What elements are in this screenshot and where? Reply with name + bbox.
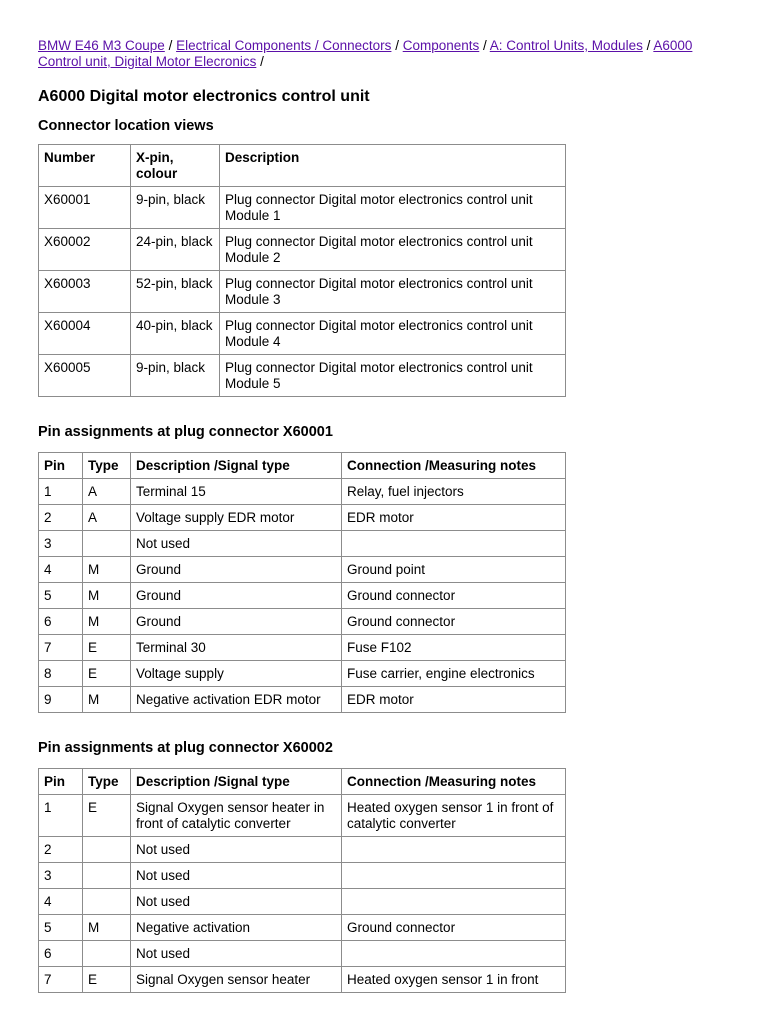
table-cell: Ground bbox=[131, 557, 342, 583]
breadcrumb-separator: / bbox=[164, 38, 177, 53]
table-row bbox=[39, 583, 566, 609]
table-cell bbox=[342, 531, 566, 557]
table-cell bbox=[83, 889, 131, 915]
pins-x60002-rows bbox=[39, 795, 566, 993]
table-cell: X60001 bbox=[39, 187, 131, 229]
table-cell bbox=[83, 863, 131, 889]
pins-x60002-clip bbox=[38, 768, 738, 993]
table-cell: 6 bbox=[39, 609, 83, 635]
location-heading: Connector location views bbox=[38, 118, 214, 134]
table-cell: A bbox=[83, 505, 131, 531]
table-cell: 7 bbox=[39, 635, 83, 661]
table-cell bbox=[342, 863, 566, 889]
column-header: Number bbox=[39, 145, 131, 187]
table-row bbox=[39, 229, 566, 271]
table-cell: 9 bbox=[39, 687, 83, 713]
table-cell: Ground connector bbox=[342, 583, 566, 609]
table-cell: Fuse F102 bbox=[342, 635, 566, 661]
table-cell: 8 bbox=[39, 661, 83, 687]
table-row bbox=[39, 187, 566, 229]
table-row bbox=[39, 531, 566, 557]
breadcrumb-link-electrical[interactable]: Electrical Components / Connectors bbox=[176, 38, 392, 53]
breadcrumb-link-components[interactable]: Components bbox=[402, 38, 480, 53]
table-cell: Voltage supply EDR motor bbox=[131, 505, 342, 531]
table-cell: Signal Oxygen sensor heater in front of catalytic converter bbox=[131, 795, 342, 837]
table-cell bbox=[342, 837, 566, 863]
pins-x60001-heading: Pin assignments at plug connector X60001 bbox=[38, 424, 333, 440]
table-cell: 3 bbox=[39, 531, 83, 557]
table-header-row bbox=[39, 145, 566, 187]
table-cell: Negative activation bbox=[131, 915, 342, 941]
column-header: Type bbox=[83, 453, 131, 479]
table-cell: 9-pin, black bbox=[131, 355, 220, 397]
table-cell: 5 bbox=[39, 583, 83, 609]
table-cell: 6 bbox=[39, 941, 83, 967]
table-cell: Heated oxygen sensor 1 in front bbox=[342, 967, 566, 993]
table-cell: A bbox=[83, 479, 131, 505]
breadcrumb-separator: / bbox=[256, 54, 264, 69]
pins-x60001-rows bbox=[39, 479, 566, 713]
table-row bbox=[39, 635, 566, 661]
column-header: Type bbox=[83, 769, 131, 795]
page-title: A6000 Digital motor electronics control unit bbox=[38, 88, 370, 105]
table-row bbox=[39, 863, 566, 889]
breadcrumb-separator: / bbox=[479, 38, 490, 53]
table-cell: M bbox=[83, 915, 131, 941]
table-cell: Signal Oxygen sensor heater bbox=[131, 967, 342, 993]
table-cell bbox=[83, 837, 131, 863]
table-cell: Plug connector Digital motor electronics control unit Module 5 bbox=[220, 355, 566, 397]
table-cell: Ground bbox=[131, 609, 342, 635]
connector-location-rows bbox=[39, 187, 566, 397]
table-cell: Ground point bbox=[342, 557, 566, 583]
table-row bbox=[39, 941, 566, 967]
table-cell: Voltage supply bbox=[131, 661, 342, 687]
table-row bbox=[39, 967, 566, 993]
table-cell: Not used bbox=[131, 941, 342, 967]
breadcrumb-separator: / bbox=[642, 38, 654, 53]
table-cell: EDR motor bbox=[342, 505, 566, 531]
pins-x60001-table bbox=[38, 452, 566, 713]
table-cell: M bbox=[83, 557, 131, 583]
table-cell bbox=[342, 889, 566, 915]
table-cell: X60004 bbox=[39, 313, 131, 355]
table-cell: M bbox=[83, 609, 131, 635]
column-header: X-pin, colour bbox=[131, 145, 220, 187]
table-cell: Not used bbox=[131, 863, 342, 889]
table-cell: Fuse carrier, engine electronics bbox=[342, 661, 566, 687]
table-cell: X60002 bbox=[39, 229, 131, 271]
table-row bbox=[39, 889, 566, 915]
table-cell: E bbox=[83, 967, 131, 993]
table-cell: Not used bbox=[131, 837, 342, 863]
pins-x60002-table bbox=[38, 768, 566, 993]
table-row bbox=[39, 313, 566, 355]
table-cell: 7 bbox=[39, 967, 83, 993]
table-cell: X60005 bbox=[39, 355, 131, 397]
table-cell: X60003 bbox=[39, 271, 131, 313]
breadcrumb bbox=[38, 38, 738, 70]
table-cell: Heated oxygen sensor 1 in front of catalytic converter bbox=[342, 795, 566, 837]
table-cell: E bbox=[83, 661, 131, 687]
table-cell: Terminal 30 bbox=[131, 635, 342, 661]
column-header: Connection /Measuring notes bbox=[342, 769, 566, 795]
table-cell: 3 bbox=[39, 863, 83, 889]
table-cell: Not used bbox=[131, 531, 342, 557]
table-header-row bbox=[39, 769, 566, 795]
table-row bbox=[39, 795, 566, 837]
table-row bbox=[39, 557, 566, 583]
table-cell: M bbox=[83, 687, 131, 713]
breadcrumb-link-model[interactable]: BMW E46 M3 Coupe bbox=[38, 38, 165, 53]
table-cell: Relay, fuel injectors bbox=[342, 479, 566, 505]
table-cell: Ground connector bbox=[342, 915, 566, 941]
table-cell: Terminal 15 bbox=[131, 479, 342, 505]
table-header-row bbox=[39, 453, 566, 479]
column-header: Pin bbox=[39, 769, 83, 795]
table-cell: 24-pin, black bbox=[131, 229, 220, 271]
table-row bbox=[39, 661, 566, 687]
table-cell: Plug connector Digital motor electronics control unit Module 4 bbox=[220, 313, 566, 355]
connector-location-table bbox=[38, 144, 566, 397]
table-cell: 4 bbox=[39, 557, 83, 583]
table-cell: 40-pin, black bbox=[131, 313, 220, 355]
breadcrumb-link-control-units[interactable]: A: Control Units, Modules bbox=[489, 38, 643, 53]
table-cell: Plug connector Digital motor electronics control unit Module 2 bbox=[220, 229, 566, 271]
table-cell: Plug connector Digital motor electronics control unit Module 1 bbox=[220, 187, 566, 229]
table-row bbox=[39, 837, 566, 863]
table-cell: Not used bbox=[131, 889, 342, 915]
table-row bbox=[39, 479, 566, 505]
table-cell bbox=[342, 941, 566, 967]
table-cell: 1 bbox=[39, 795, 83, 837]
table-cell: 9-pin, black bbox=[131, 187, 220, 229]
table-row bbox=[39, 271, 566, 313]
table-cell: E bbox=[83, 795, 131, 837]
table-cell: 5 bbox=[39, 915, 83, 941]
pins-x60002-heading: Pin assignments at plug connector X60002 bbox=[38, 740, 333, 756]
column-header: Description /Signal type bbox=[131, 769, 342, 795]
table-cell bbox=[83, 941, 131, 967]
table-cell: 1 bbox=[39, 479, 83, 505]
column-header: Connection /Measuring notes bbox=[342, 453, 566, 479]
table-cell: Ground bbox=[131, 583, 342, 609]
table-cell: 2 bbox=[39, 837, 83, 863]
table-row bbox=[39, 915, 566, 941]
column-header: Description bbox=[220, 145, 566, 187]
table-cell: M bbox=[83, 583, 131, 609]
table-cell: 52-pin, black bbox=[131, 271, 220, 313]
table-row bbox=[39, 687, 566, 713]
column-header: Pin bbox=[39, 453, 83, 479]
table-cell: 4 bbox=[39, 889, 83, 915]
table-row bbox=[39, 609, 566, 635]
table-cell: EDR motor bbox=[342, 687, 566, 713]
table-row bbox=[39, 505, 566, 531]
breadcrumb-link-a6000[interactable]: A6000 Control unit, Digital Motor Elecronics bbox=[38, 38, 693, 69]
breadcrumb-separator: / bbox=[391, 38, 403, 53]
table-cell: Ground connector bbox=[342, 609, 566, 635]
table-row bbox=[39, 355, 566, 397]
table-cell: Plug connector Digital motor electronics control unit Module 3 bbox=[220, 271, 566, 313]
document-page bbox=[38, 38, 738, 993]
table-cell: 2 bbox=[39, 505, 83, 531]
table-cell bbox=[83, 531, 131, 557]
column-header: Description /Signal type bbox=[131, 453, 342, 479]
table-cell: Negative activation EDR motor bbox=[131, 687, 342, 713]
table-cell: E bbox=[83, 635, 131, 661]
